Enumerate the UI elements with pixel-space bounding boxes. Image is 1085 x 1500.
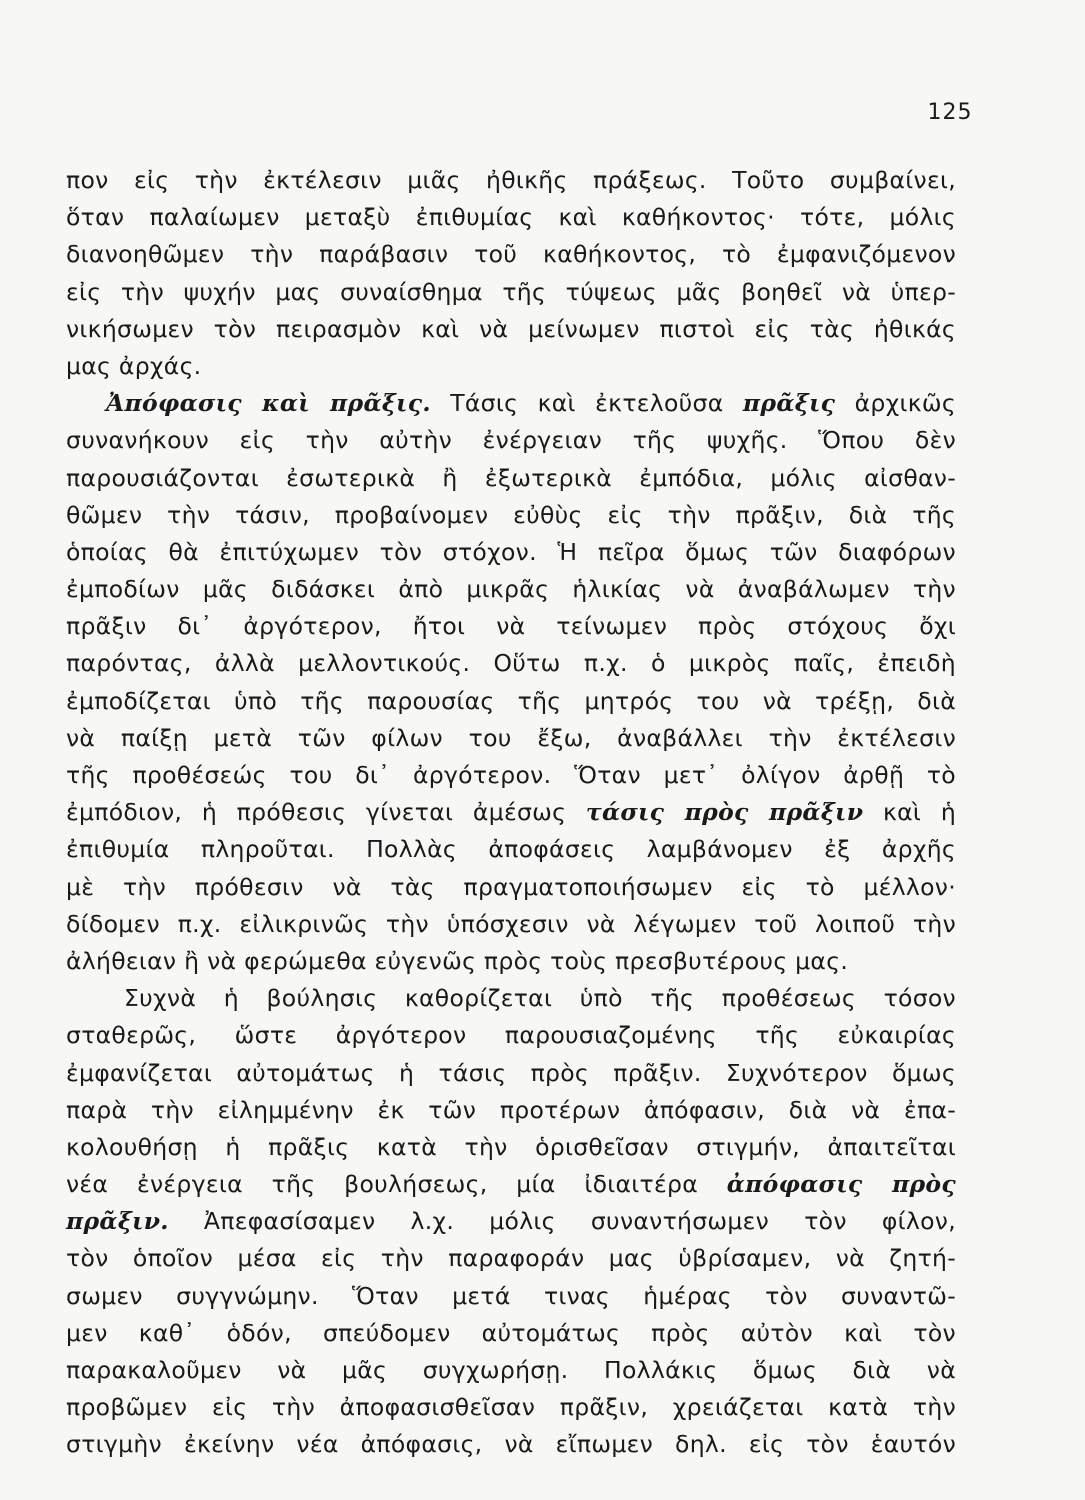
text-line-emphasis xyxy=(66,1166,956,1203)
text-line: ἀλήθειαν ἢ νὰ φερώμεθα εὐγενῶς πρὸς τοὺς πρεσβυτέρους μας. xyxy=(66,946,849,975)
text-line: ὁποίας θὰ ἐπιτύχωμεν τὸν στόχον. Ἡ πεῖρα ὅμως τῶν διαφόρων xyxy=(66,537,956,566)
body-text xyxy=(66,162,956,1464)
text-line-emphasis xyxy=(66,794,956,831)
text-line: σωμεν συγγνώμην. Ὅταν μετά τινας ἡμέρας τὸν συναντῶ- xyxy=(66,1281,956,1310)
text-span: καὶ ἡ xyxy=(863,798,957,827)
text-line: παρακαλοῦμεν νὰ μᾶς συγχωρήσῃ. Πολλάκις ὅμως διὰ νὰ xyxy=(66,1356,956,1384)
text-span: ἀρχικῶς xyxy=(835,389,956,418)
section-heading: Ἀπόφασις καὶ πρᾶξις. xyxy=(106,389,431,418)
text-line-emphasis xyxy=(66,1203,956,1240)
text-line: σταθερῶς, ὥστε ἀργότερον παρουσιαζομένης τῆς εὐκαιρίας xyxy=(66,1021,956,1050)
text-line: πον εἰς τὴν ἐκτέλεσιν μιᾶς ἠθικῆς πράξεως. Τοῦτο συμβαίνει, xyxy=(66,166,956,194)
text-line: προβῶμεν εἰς τὴν ἀποφασισθεῖσαν πρᾶξιν, χρειάζεται κατὰ τὴν xyxy=(66,1393,956,1422)
text-line: κολουθήσῃ ἡ πρᾶξις κατὰ τὴν ὁρισθεῖσαν στιγμήν, ἀπαιτεῖται xyxy=(66,1132,956,1161)
text-line: τὸν ὁποῖον μέσα εἰς τὴν παραφοράν μας ὑβρίσαμεν, νὰ ζητή- xyxy=(66,1244,956,1273)
text-span: νέα ἐνέργεια τῆς βουλήσεως, μία ἰδιαιτέρα xyxy=(66,1170,727,1199)
text-line: ἐμποδίων μᾶς διδάσκει ἀπὸ μικρᾶς ἡλικίας νὰ ἀναβάλωμεν τὴν xyxy=(66,575,956,604)
text-line: πρᾶξιν δι᾽ ἀργότερον, ἤτοι νὰ τείνωμεν πρὸς στόχους ὄχι xyxy=(66,612,956,641)
text-span: Τάσις καὶ ἐκτελοῦσα xyxy=(430,389,743,418)
text-span: ἐμπόδιον, ἡ πρόθεσις γίνεται ἀμέσως xyxy=(66,798,586,827)
text-line: νὰ παίξῃ μετὰ τῶν φίλων του ἔξω, ἀναβάλλει τὴν ἐκτέλεσιν xyxy=(66,723,956,752)
text-line: παρὰ τὴν εἰλημμένην ἐκ τῶν προτέρων ἀπόφασιν, διὰ νὰ ἐπα- xyxy=(66,1095,956,1124)
page-number: 125 xyxy=(927,100,973,125)
emphasis-apofasis-pros: ἀπόφασις πρὸς xyxy=(726,1170,956,1199)
text-line: στιγμὴν ἐκείνην νέα ἀπόφασις, νὰ εἴπωμεν δηλ. εἰς τὸν ἑαυτόν xyxy=(66,1430,956,1459)
text-line: παρόντας, ἀλλὰ μελλοντικούς. Οὕτω π.χ. ὁ μικρὸς παῖς, ἐπειδὴ xyxy=(66,649,956,678)
text-line: δίδομεν π.χ. εἰλικρινῶς τὴν ὑπόσχεσιν νὰ λέγωμεν τοῦ λοιποῦ τὴν xyxy=(66,909,956,938)
emphasis-praxin: πρᾶξιν. xyxy=(66,1207,169,1236)
text-line: ἐμποδίζεται ὑπὸ τῆς παρουσίας τῆς μητρός του νὰ τρέξῃ, διὰ xyxy=(66,686,956,715)
text-line: μας ἀρχάς. xyxy=(66,351,202,380)
emphasis-praxis: πρᾶξις xyxy=(742,389,836,418)
text-line: θῶμεν τὴν τάσιν, προβαίνομεν εὐθὺς εἰς τὴν πρᾶξιν, διὰ τῆς xyxy=(66,500,956,529)
text-line: παρουσιάζονται ἐσωτερικὰ ἢ ἐξωτερικὰ ἐμπόδια, μόλις αἰσθαν- xyxy=(66,463,956,492)
text-line: μεν καθ᾽ ὁδόν, σπεύδομεν αὐτομάτως πρὸς αὐτὸν καὶ τὸν xyxy=(66,1318,956,1347)
text-line: τῆς προθέσεώς του δι᾽ ἀργότερον. Ὅταν μετ᾽ ὀλίγον ἀρθῇ τὸ xyxy=(66,761,956,789)
text-line: μὲ τὴν πρόθεσιν νὰ τὰς πραγματοποιήσωμεν εἰς τὸ μέλλον· xyxy=(66,872,956,901)
text-line: συνανήκουν εἰς τὴν αὐτὴν ἐνέργειαν τῆς ψυχῆς. Ὅπου δὲν xyxy=(66,426,956,455)
text-line: Συχνὰ ἡ βούλησις καθορίζεται ὑπὸ τῆς προθέσεως τόσον xyxy=(124,984,956,1013)
text-line: διανοηθῶμεν τὴν παράβασιν τοῦ καθήκοντος, τὸ ἐμφανιζόμενον xyxy=(66,240,956,269)
text-line: ἐμφανίζεται αὐτομάτως ἡ τάσις πρὸς πρᾶξιν. Συχνότερον ὅμως xyxy=(66,1058,956,1087)
text-line: ἐπιθυμία πληροῦται. Πολλὰς ἀποφάσεις λαμβάνομεν ἐξ ἀρχῆς xyxy=(66,835,956,864)
text-line: ὅταν παλαίωμεν μεταξὺ ἐπιθυμίας καὶ καθήκοντος· τότε, μόλις xyxy=(66,203,956,232)
emphasis-tasis-pros-praxin: τάσις πρὸς πρᾶξιν xyxy=(585,798,864,827)
section-heading-line xyxy=(66,385,956,422)
text-span: Ἀπεφασίσαμεν λ.χ. μόλις συναντήσωμεν τὸν φίλον, xyxy=(168,1207,956,1236)
text-line: νικήσωμεν τὸν πειρασμὸν καὶ νὰ μείνωμεν πιστοὶ εἰς τὰς ἠθικάς xyxy=(66,314,956,343)
text-line: εἰς τὴν ψυχήν μας συναίσθημα τῆς τύψεως μᾶς βοηθεῖ νὰ ὑπερ- xyxy=(66,277,956,306)
